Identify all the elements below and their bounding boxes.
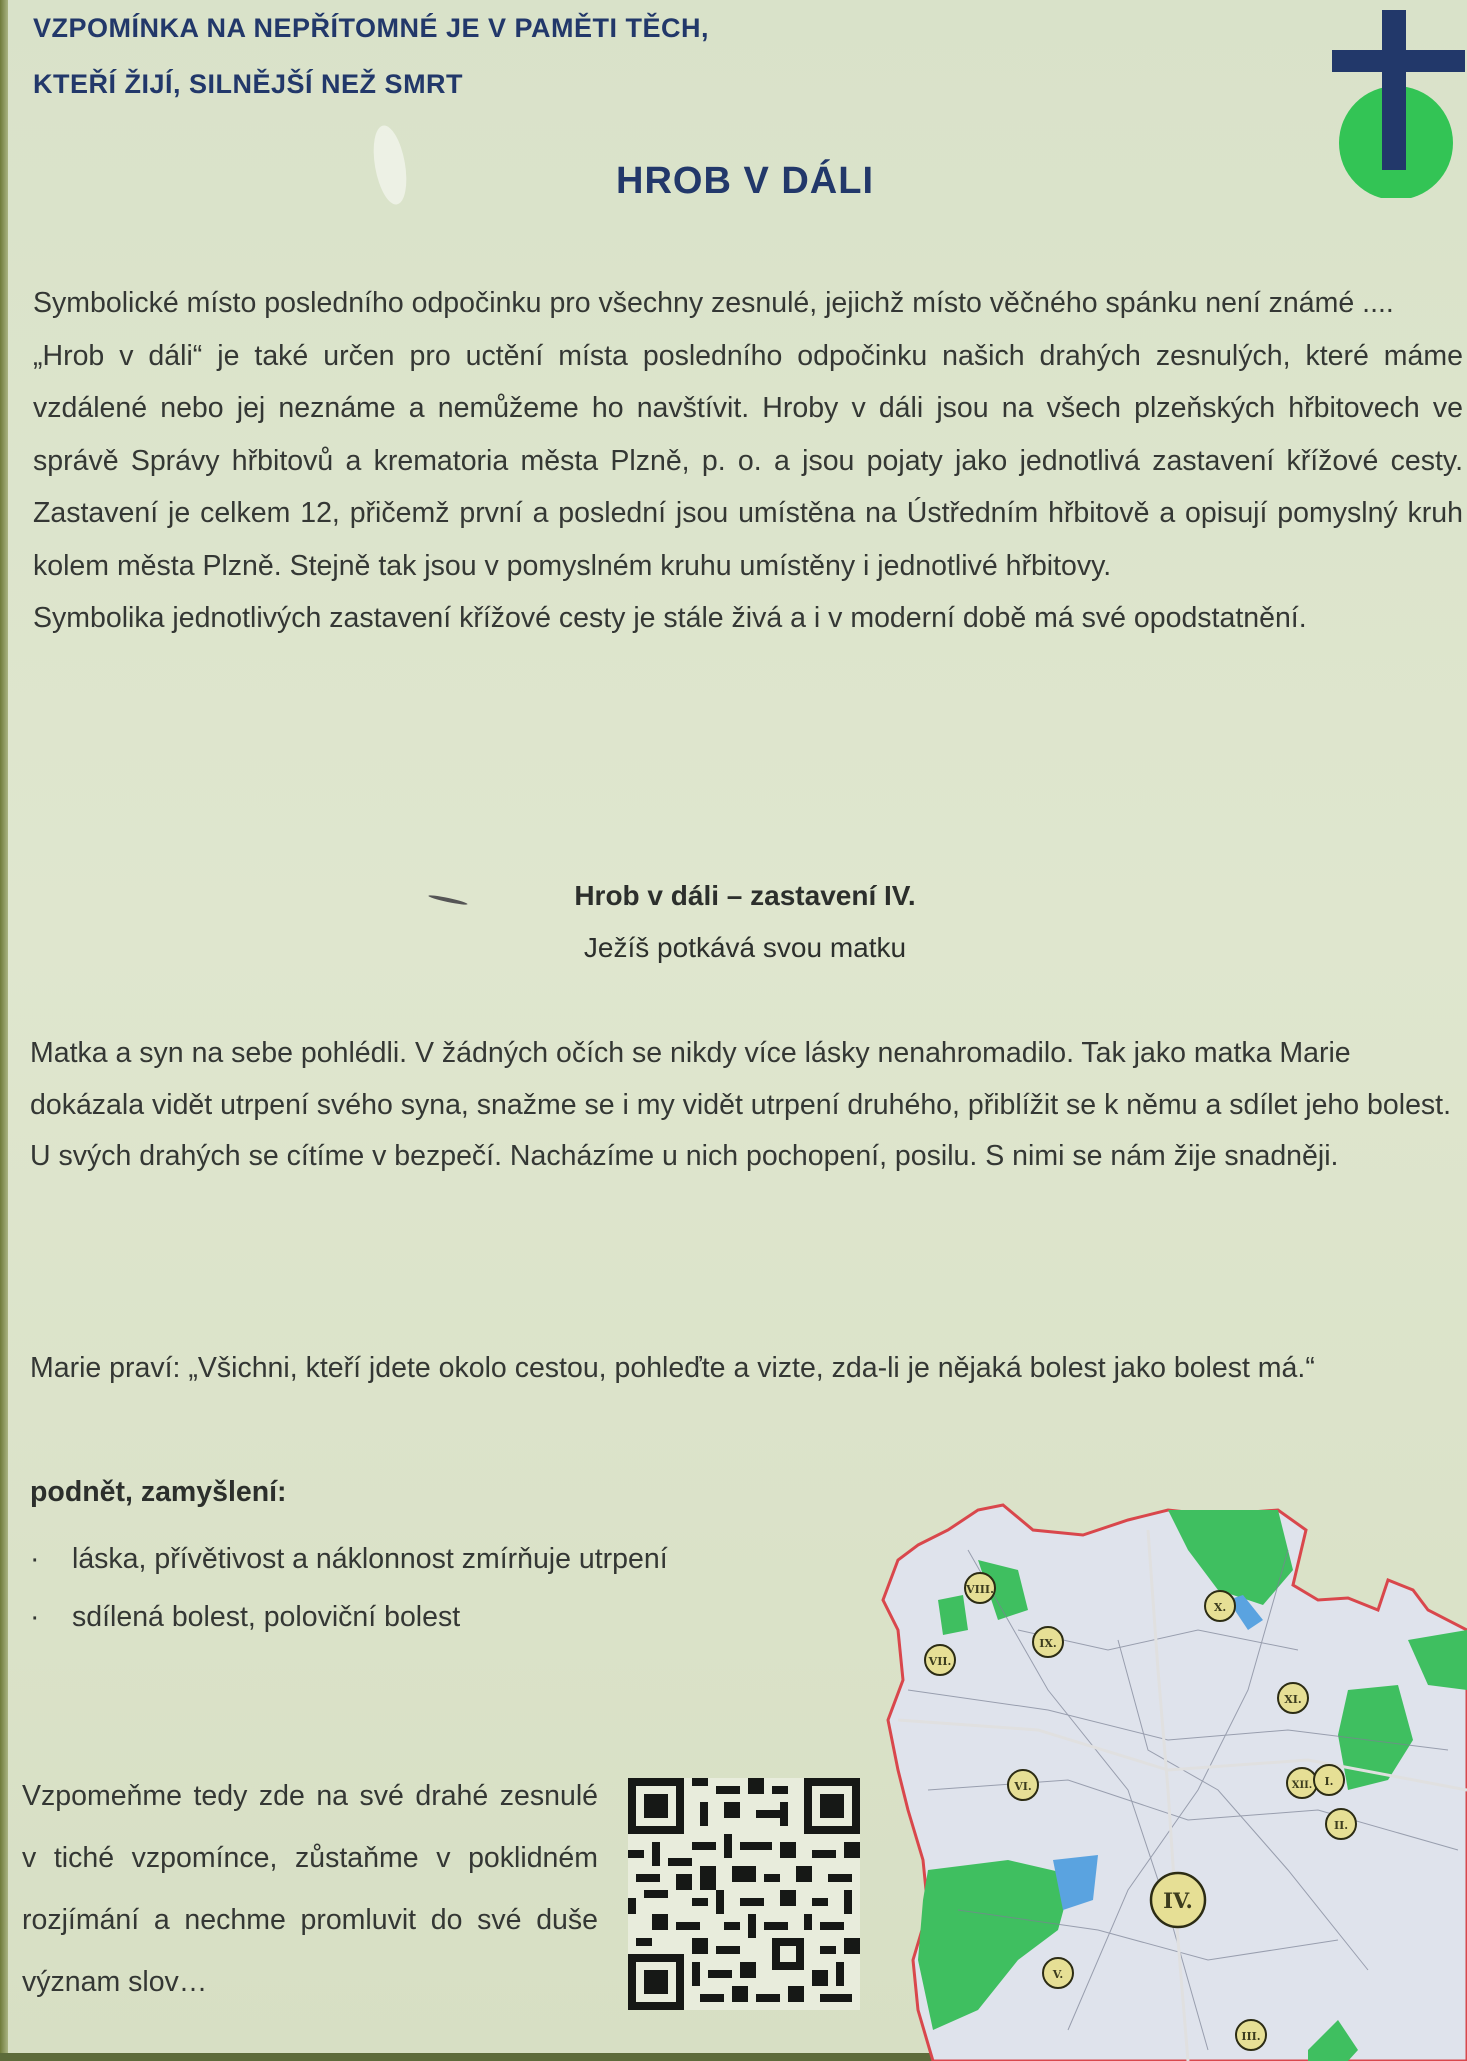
map-stop-label: VII. <box>928 1655 952 1668</box>
map-stop-marker <box>1008 1770 1038 1800</box>
story-text <box>30 1028 1467 1183</box>
map-stop-label: II. <box>1333 1819 1349 1832</box>
stop-subtitle: Ježíš potkává svou matku <box>583 932 907 963</box>
map-stop-marker <box>1278 1683 1308 1713</box>
map-stop-marker <box>1033 1627 1063 1657</box>
bullet-icon: · <box>30 1543 40 1575</box>
bullet-icon: · <box>30 1601 40 1633</box>
map-stop-marker <box>1043 1958 1073 1988</box>
map-stop-marker <box>925 1645 955 1675</box>
map-stop-marker <box>1205 1591 1235 1621</box>
closing-paragraph: Vzpomeňme tedy zde na své drahé zesnulé v tiché vzpomínce, zůstaňme v poklidném rozjímání a nechme promluvit do své duše význam slov… <box>22 1780 598 1998</box>
list-item <box>30 1594 850 1652</box>
intro-paragraph: Symbolické místo posledního odpočinku pro všechny zesnulé, jejichž místo věčného spánku není známé .... <box>33 287 1394 319</box>
board-edge <box>0 0 8 2061</box>
story-paragraph: Matka a syn na sebe pohlédli. V žádných očích se nikdy více lásky nenahromadilo. Tak jako matka Marie dokázala vidět utrpení svého syna, snažme se i my vidět utrpení druhého, přiblížit se k němu a sdílet jeho bolest. <box>30 1037 1452 1121</box>
map-stop-label: IV. <box>1163 1888 1193 1913</box>
mary-quote <box>30 1344 1430 1393</box>
map-stop-label: XI. <box>1284 1693 1302 1706</box>
map-stop-marker <box>1236 2020 1266 2050</box>
reflection-list <box>30 1536 850 1652</box>
city-map-icon <box>868 1490 1467 2061</box>
closing-text <box>22 1765 598 2013</box>
intro-paragraph: Symbolika jednotlivých zastavení křížové cesty je stále živá a i v moderní době má své opodstatnění. <box>33 602 1307 634</box>
map-stop-label: IX. <box>1039 1637 1057 1650</box>
quote-text: Marie praví: „Všichni, kteří jdete okolo cestou, pohleďte a vizte, zda-li je nějaká bolest jako bolest má.“ <box>30 1352 1315 1384</box>
map-stop-marker <box>1314 1765 1344 1795</box>
stop-heading: Hrob v dáli – zastavení IV. <box>574 880 916 911</box>
intro-paragraph: „Hrob v dáli“ je také určen pro uctění místa posledního odpočinku našich drahých zesnulých, které máme vzdálené nebo jej neznáme a nemůžeme ho navštívit. Hroby v dáli jsou na všech plzeňských hřbitovech ve správě Správy hřbitovů a krematoria města Plzně, p. o. a jsou pojaty jako jednotlivá zastavení křížové cesty. Zastavení je celkem 12, přičemž první a poslední jsou umístěna na Ústředním hřbitově a opisují pomyslný kruh kolem města Plzně. Stejně tak jsou v pomyslném kruhu umístěny i jednotlivé hřbitovy. <box>33 339 1463 582</box>
map-stop-label: I. <box>1324 1775 1334 1788</box>
map-stop-marker <box>1287 1768 1317 1798</box>
list-item-text: sdílená bolest, poloviční bolest <box>72 1601 461 1633</box>
page-title: HROB V DÁLI <box>616 160 874 202</box>
motto-line-2: KTEŘÍ ŽIJÍ, SILNĚJŠÍ NEŽ SMRT <box>33 69 464 99</box>
reflection-label: podnět, zamyšlení: <box>30 1476 287 1508</box>
map-stop-marker-current <box>1151 1873 1205 1927</box>
list-item-text: láska, přívětivost a náklonnost zmírňuje utrpení <box>72 1543 668 1575</box>
map-stop-label: XII. <box>1291 1780 1313 1791</box>
map-stop-marker <box>965 1573 995 1603</box>
intro-text <box>33 277 1463 645</box>
map-stop-label: VIII. <box>966 1583 994 1596</box>
map-stop-label: V. <box>1052 1968 1064 1981</box>
map-stop-label: X. <box>1213 1601 1227 1614</box>
map-stop-label: III. <box>1241 2030 1261 2043</box>
qr-code-icon[interactable] <box>628 1778 860 2010</box>
list-item <box>30 1536 850 1594</box>
map-stop-marker <box>1326 1809 1356 1839</box>
motto-line-1: VZPOMÍNKA NA NEPŘÍTOMNÉ JE V PAMĚTI TĚCH, <box>33 13 710 43</box>
story-paragraph: U svých drahých se cítíme v bezpečí. Nacházíme u nich pochopení, posilu. S nimi se nám žije snadněji. <box>30 1140 1339 1172</box>
map-stop-label: VI. <box>1014 1780 1032 1793</box>
motto <box>33 0 1233 112</box>
stop-heading-block <box>0 870 1467 974</box>
